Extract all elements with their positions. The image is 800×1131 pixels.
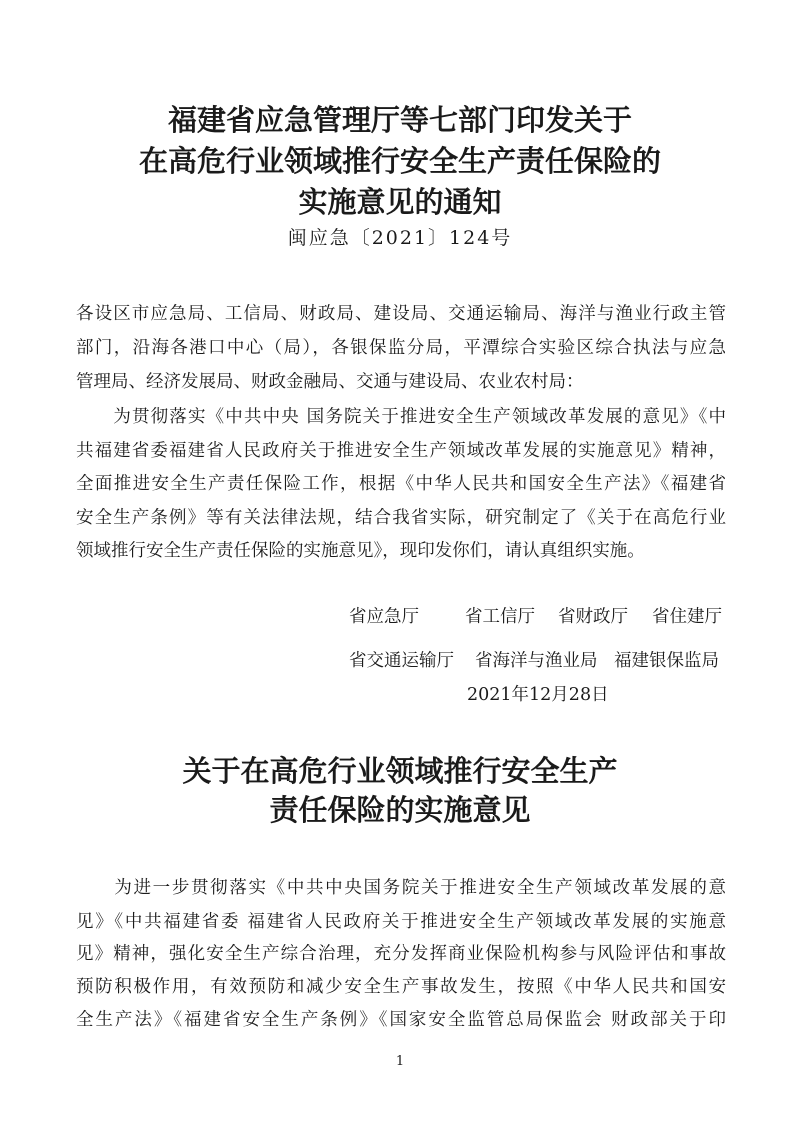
opinion-title-line-1: 关于在高危行业领域推行安全生产 bbox=[182, 754, 618, 788]
addressee-line-3: 管理局、经济发展局、财政金融局、交通与建设局、农业农村局： bbox=[76, 372, 584, 392]
signatory-industry-dept: 省工信厅 bbox=[465, 607, 535, 627]
signatory-transport-dept: 省交通运输厅 bbox=[349, 651, 454, 671]
document-number: 闽应急〔2021〕124号 bbox=[287, 227, 513, 249]
page-number: 1 bbox=[395, 1054, 405, 1069]
notice-body-line-2: 共福建省委福建省人民政府关于推进安全生产领域改革发展的实施意见》精神， bbox=[76, 441, 726, 461]
notice-date: 2021年12月28日 bbox=[467, 685, 609, 705]
signatory-emergency-dept: 省应急厅 bbox=[349, 607, 419, 627]
opinion-body-line-5: 全生产法》《福建省安全生产条例》《国家安全监管总局保监会 财政部关于印 bbox=[76, 1010, 726, 1030]
opinion-body-line-1: 为进一步贯彻落实《中共中央国务院关于推进安全生产领域改革发展的意 bbox=[76, 878, 726, 898]
opinion-body-line-2: 见》《中共福建省委 福建省人民政府关于推进安全生产领域改革发展的实施意 bbox=[76, 912, 726, 932]
opinion-body-line-3: 见》精神，强化安全生产综合治理，充分发挥商业保险机构参与风险评估和事故 bbox=[76, 944, 726, 964]
notice-body-line-3: 全面推进安全生产责任保险工作，根据《中华人民共和国安全生产法》《福建省 bbox=[76, 474, 726, 494]
notice-title-line-1: 福建省应急管理厅等七部门印发关于 bbox=[167, 103, 632, 137]
signatory-finance-dept: 省财政厅 bbox=[558, 607, 628, 627]
signatory-banking-insurance-bureau: 福建银保监局 bbox=[614, 651, 719, 671]
notice-body-line-1: 为贯彻落实《中共中央 国务院关于推进安全生产领域改革发展的意见》《中 bbox=[76, 407, 726, 427]
notice-title-line-3: 实施意见的通知 bbox=[298, 185, 502, 219]
notice-body-line-4: 安全生产条例》等有关法律法规，结合我省实际，研究制定了《关于在高危行业 bbox=[76, 508, 726, 528]
addressee-line-1: 各设区市应急局、工信局、财政局、建设局、交通运输局、海洋与渔业行政主管 bbox=[76, 304, 726, 324]
addressee-line-2: 部门，沿海各港口中心（局），各银保监分局，平潭综合实验区综合执法与应急 bbox=[76, 338, 726, 358]
opinion-title-line-2: 责任保险的实施意见 bbox=[269, 793, 531, 827]
notice-title-line-2: 在高危行业领域推行安全生产责任保险的 bbox=[138, 144, 661, 178]
signatory-ocean-fishery-bureau: 省海洋与渔业局 bbox=[475, 651, 598, 671]
signatory-housing-dept: 省住建厅 bbox=[652, 607, 722, 627]
notice-body-line-5: 领域推行安全生产责任保险的实施意见》，现印发你们，请认真组织实施。 bbox=[76, 541, 645, 561]
opinion-body-line-4: 预防积极作用，有效预防和减少安全生产事故发生，按照《中华人民共和国安 bbox=[76, 977, 726, 997]
